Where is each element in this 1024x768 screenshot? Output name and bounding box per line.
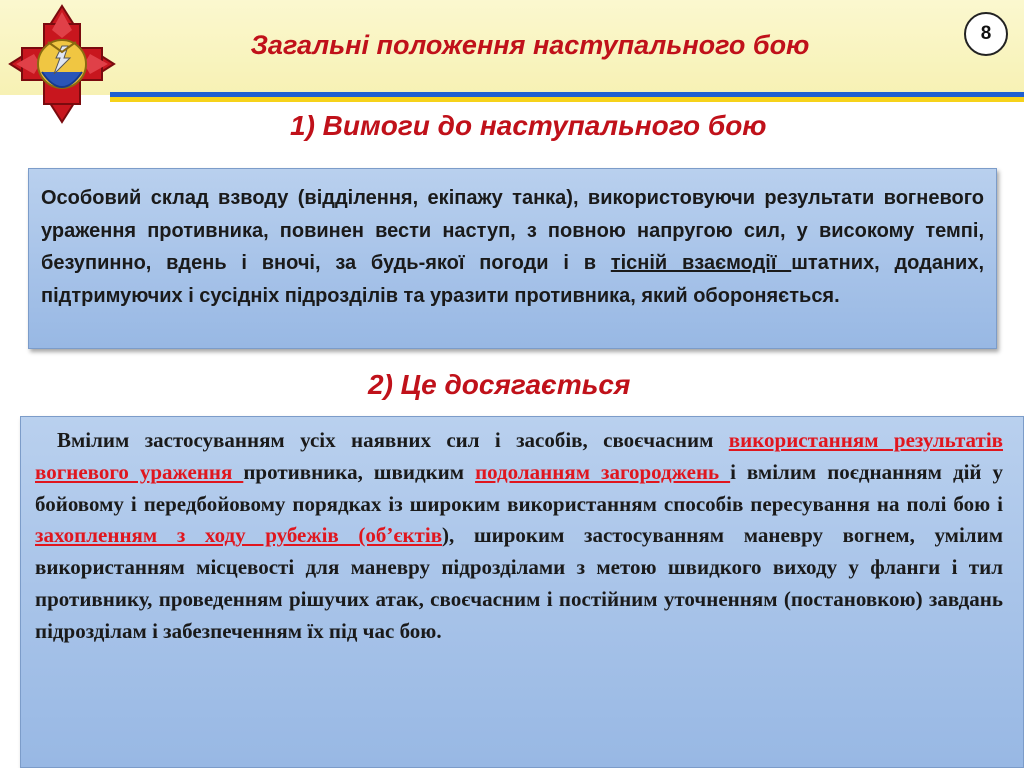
page-title: Загальні положення наступального бою xyxy=(250,30,810,60)
achievement-paragraph xyxy=(35,425,1003,648)
requirements-text-start: Особовий склад взводу (відділення, екіпажу танка), використовуючи результати вогневого ураження противника, повинен вести наступ, з повною напругою сил, у високому темпі, безупинно, вдень і вночі, за будь-якої погоди і в xyxy=(41,187,984,274)
achievement-highlight-2: подоланням загороджень xyxy=(475,459,731,484)
achievement-text-2: противника, швидким xyxy=(243,459,476,484)
requirements-text-end: штатних, доданих, підтримуючих і сусідніх підрозділів та уразити противника, який обороняється. xyxy=(41,252,985,307)
achievement-text-1: Вмілим застосуванням усіх наявних сил і засобів, своєчасним xyxy=(57,428,729,452)
achievement-text-4: ), широким застосуванням маневру вогнем, умілим використанням місцевості для маневру підрозділами з метою швидкого виходу у фланги і тил противнику, проведенням рішучих атак, своєчасним і постійним уточненням (постановкою) завдань підрозділам і забезпеченням їх під час бою. xyxy=(35,523,1003,643)
requirements-underlined-phrase: тісній взаємодії xyxy=(610,252,792,274)
section2-heading: 2) Це досягається xyxy=(368,369,631,400)
achievement-text-box xyxy=(20,416,1024,768)
achievement-highlight-1: використанням результатів вогневого ураження xyxy=(35,428,1003,484)
red-cross-military-emblem-icon xyxy=(6,2,118,126)
section1-heading: 1) Вимоги до наступального бою xyxy=(290,110,767,141)
achievement-text-3: і вмілим поєднанням дій у бойовому і передбойовому порядках із широким використанням способів пересування на полі бою і xyxy=(35,459,1003,516)
requirements-text-box xyxy=(28,168,997,349)
header-stripe-yellow xyxy=(110,97,1024,102)
page-number-badge: 8 xyxy=(964,12,1008,56)
achievement-highlight-3: захопленням з ходу рубежів (об’єктів xyxy=(35,523,443,548)
requirements-paragraph xyxy=(41,182,984,312)
